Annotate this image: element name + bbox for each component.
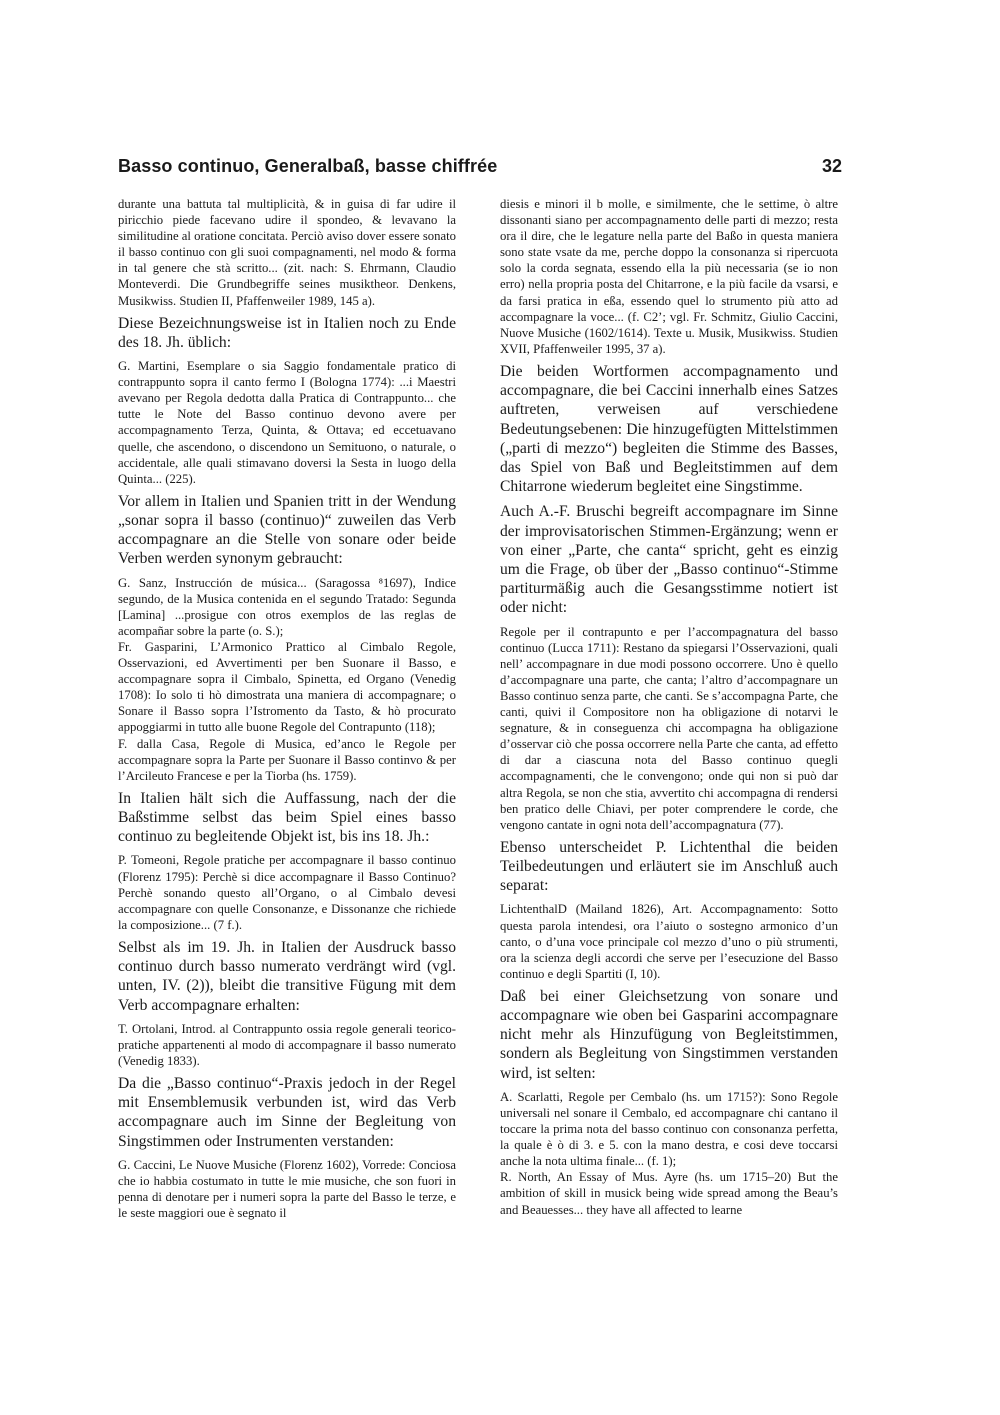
left-column: [118, 196, 456, 1226]
quotation-paragraph: diesis e minori il b molle, e similmente, che le settime, ò altre dissonanti siano per accompagnamento delle parti di mezzo; resta ora il dire, che le legature nella parte del Baßo in questa maniera sono state vsate da me, perche doppo la consonanza si ripercuota solo la corda segnata, essendo ella la più necessaria (se io non erro) nella propria posta del Chitarrone, e la più facile da vsarsi, e da farsi pratica in eßa, essendo quel lo strumento più atto ad accompagnare la voce... (f. C2’; vgl. Fr. Schmitz, Giulio Caccini, Nuove Musiche (1602/1614). Texte u. Musik, Musikwiss. Studien XVII, Pfaffenweiler 1995, 37 a).: [500, 197, 838, 356]
running-head-title: Basso continuo, Generalbaß, basse chiffrée: [118, 156, 498, 176]
body-paragraph: Auch A.-F. Bruschi begreift accompagnare im Sinne der improvisatorischen Stimmen-Ergänzung; wenn er von einer „Parte, che canta“ spricht, geht es einzig um die Frage, ob über der „Basso continuo“-Stimme partiturmäßig auch die Gesangsstimme notiert ist oder nicht:: [500, 503, 838, 617]
body-paragraph: Selbst als im 19. Jh. in Italien der Ausdruck basso continuo durch basso numerato verdrängt wird (vgl. unten, IV. (2)), bleibt die transitive Fügung mit dem Verb accompagnare erhalten:: [118, 938, 456, 1014]
body-paragraph: Vor allem in Italien und Spanien tritt in der Wendung „sonar sopra il basso (continuo)“ zuweilen das Verb accompagnare an die Stelle von sonare oder beide Verben werden synonym gebraucht:: [118, 492, 456, 568]
quotation-paragraph: A. Scarlatti, Regole per Cembalo (hs. um 1715?): Sono Regole universali nel sonare il Cembalo, ed accompagnare chi cantano il toccare la prima nota del basso continuo con consonanza perfetta, la quale è ò di 3. e 5. con la mano destra, e cosi deve toccarsi anche la nota ultima finale... (f. 1);: [500, 1089, 838, 1169]
body-paragraph: Da die „Basso continuo“-Praxis jedoch in der Regel mit Ensemblemusik verbunden ist, wird das Verb accompagnare auch im Sinne der Begleitung von Singstimmen oder Instrumenten verstanden:: [118, 1075, 456, 1150]
quotation-paragraph: T. Ortolani, Introd. al Contrappunto ossia regole generali teorico-pratiche appartenenti al modo di accompagnare il basso numerato (Venedig 1833).: [118, 1021, 456, 1068]
quotation-paragraph: P. Tomeoni, Regole pratiche per accompagnare il basso continuo (Florenz 1795): Perchè si dice accompagnare il Basso Continuo? Perchè sonando questo all’Organo, o al Cimbalo devesi accompagnare con quelle Consonanze, e Dissonanze che richiede la composizione... (7 f.).: [118, 853, 456, 932]
quotation-paragraph: Fr. Gasparini, L’Armonico Prattico al Cimbalo Regole, Osservazioni, ed Avvertimenti per ben Suonare il Basso, e accompagnare sopra il Cimbalo, Spinetta, ed Organo (Venedig 1708): Io solo ti hò dimostrata una maniera di accompagnare; o Sonare il Basso sopra l’Istromento da Tasto, & hò procurato appoggiarmi in tutto alle buone Regole del Contrapunto (118);: [118, 640, 456, 735]
right-column: [500, 196, 838, 1223]
quotation-paragraph: Regole per il contrapunto e per l’accompagnatura del basso continuo (Lucca 1711): Restano da spiegarsi l’Osservazioni, quali nell’ accompagnare in due modi possono occorrere. Uno è quello d’accompagnare una parte, che canta; l’altro d’accompagnare un Basso continuo senza parte, che canti. Se s’accompagna Parte, che canti, quivi il Compositore non ha obligazione di notarvi le segnature, & in conseguenza chi accompagna ha obligazione d’osservar ciò che possa occorrere nella Parte che canta, ad effetto di dar a ciascuna nota del Basso continuo quegli accompagnamenti, che le convengono; onde qui non si può dar altra Regola, se non che stia, avvertito chi accompagna di rendersi ben pratico delle Chiavi, per poter comprendere le corde, che vengono cantate in ogni nota dell’accompagnatura (77).: [500, 624, 838, 832]
quotation-paragraph: F. dalla Casa, Regole di Musica, ed’anco le Regole per accompagnare sopra la Parte per Suonare il Basso continvo & per l’Arcileuto Francese e per la Tiorba (hs. 1759).: [118, 736, 456, 783]
body-paragraph: Daß bei einer Gleichsetzung von sonare und accompagnare wie oben bei Gasparini accompagnare nicht mehr als Hinzufügung von Begleitstimmen, sondern als Begleitung von Singstimmen verstanden wird, ist selten:: [500, 987, 838, 1082]
quotation-paragraph: LichtenthalD (Mailand 1826), Art. Accompagnamento: Sotto questa parola intendesi, ora l’aiuto o sostegno armonico d’un canto, o d’una voce principale col mezzo d’uno o più strumenti, ora la scienza degli accordi che serve per l’esecuzione del Basso continuo e degli Spartiti (I, 10).: [500, 902, 838, 981]
page-number: 32: [822, 156, 843, 176]
quotation-paragraph: G. Sanz, Instrucción de música... (Saragossa ⁸1697), Indice segundo, de la Musica contenida en el segundo Tratado: Segunda [Lamina] ...prosigue con otros exemplos de las reglas de acompañar sobre la parte (o. S.);: [118, 575, 456, 638]
body-paragraph: Ebenso unterscheidet P. Lichtenthal die beiden Teilbedeutungen und erläutert sie im Anschluß auch separat:: [500, 838, 838, 895]
body-paragraph: Die beiden Wortformen accompagnamento und accompagnare, die bei Caccini innerhalb eines Satzes auftreten, verweisen auf verschiedene Bedeutungsebenen: Die hinzugefügten Mittelstimmen („parti di mezzo“) begleiten die Stimme des Basses, das Spiel von Baß und Begleitstimmen auf dem Chitarrone wiederum begleitet eine Singstimme.: [500, 362, 838, 496]
quotation-paragraph: R. North, An Essay of Mus. Ayre (hs. um 1715–20) But the ambition of skill in musick being wide spread among the Beau’s and Beauesses... they have all affected to learne: [500, 1170, 838, 1217]
quotation-paragraph: durante una battuta tal multiplicità, & in guisa di far udire il piricchio piede facevano udire il spondeo, & levavano la similitudine al oratione concitata. Perciò aviso dover essere sonato il basso continuo con gli suoi compagnamenti, nel modo & forma in tal genere che stà scritto... (zit. nach: S. Ehrmann, Claudio Monteverdi. Die Grundbegriffe seines musiktheor. Denkens, Musikwiss. Studien II, Pfaffenweiler 1989, 145 a).: [118, 197, 456, 308]
quotation-paragraph: G. Martini, Esemplare o sia Saggio fondamentale pratico di contrappunto sopra il canto fermo I (Bologna 1774): ...i Maestri avevano per Regola dedotta dalla Pratica di Contrappunto... che tutte le Note del Basso continuo devono avere per accompagnamento Terza, Quinta, & Ottava; ed eccetuavano quelle, che ascendono, o discendono un Semituono, o naturale, o accidentale, alle quali stimavano doversi la Sesta in luogo della Quinta... (225).: [118, 359, 456, 486]
quotation-paragraph: G. Caccini, Le Nuove Musiche (Florenz 1602), Vorrede: Conciosa che io habbia costumato in tutte le mie musiche, che son fuori in penna di denotare per i numeri sopra la parte del Basso le terze, e le seste maggiori oue è segnato il: [118, 1157, 456, 1221]
body-paragraph: In Italien hält sich die Auffassung, nach der die Baßstimme selbst das beim Spiel eines basso continuo zu begleitende Objekt ist, bis ins 18. Jh.:: [118, 789, 456, 846]
body-paragraph: Diese Bezeichnungsweise ist in Italien noch zu Ende des 18. Jh. üblich:: [118, 314, 456, 351]
